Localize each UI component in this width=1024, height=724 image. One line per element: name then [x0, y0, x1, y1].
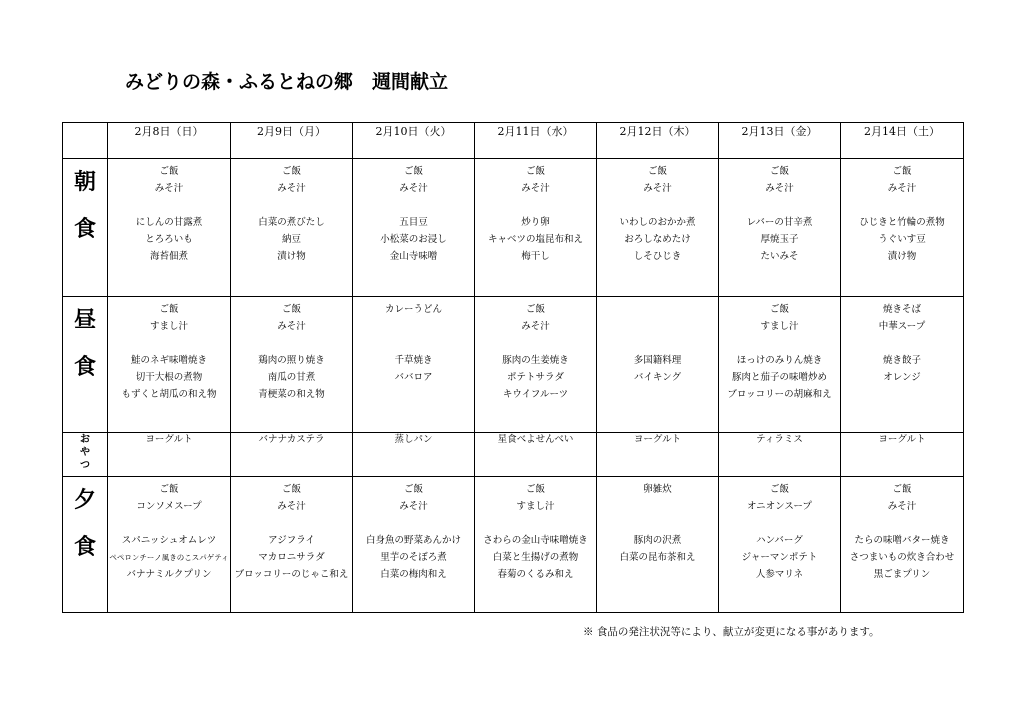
- menu-item: ポテトサラダ: [507, 372, 564, 383]
- main-dishes: [231, 532, 352, 583]
- menu-item: 厚焼玉子: [760, 234, 799, 245]
- menu-item: ご飯: [281, 304, 301, 315]
- menu-item: みそ汁: [643, 183, 672, 194]
- menu-item: さわらの金山寺味噌焼き: [483, 535, 588, 546]
- menu-item: バイキング: [633, 372, 682, 383]
- menu-item: 豚肉と茄子の味噌炒め: [731, 372, 827, 383]
- row-dinner: [63, 477, 964, 613]
- menu-item: コンソメスープ: [136, 501, 202, 512]
- menu-item: 五目豆: [399, 217, 428, 228]
- menu-cell-content: [597, 159, 718, 265]
- row-label-char: 食: [73, 534, 96, 560]
- menu-item: 星食べよせんべい: [497, 434, 574, 445]
- menu-item: 漬け物: [887, 251, 917, 262]
- menu-cell: [475, 297, 597, 433]
- menu-body: [63, 159, 964, 613]
- menu-cell: [597, 297, 719, 433]
- menu-cell: [719, 159, 841, 297]
- menu-cell: [475, 159, 597, 297]
- menu-item: うぐいす豆: [878, 234, 926, 245]
- day-header: 2月9日（月）: [231, 123, 353, 159]
- menu-cell-content: [719, 159, 840, 265]
- row-breakfast: [63, 159, 964, 297]
- day-header: 2月11日（水）: [475, 123, 597, 159]
- row-label-char: お: [80, 434, 90, 445]
- staple-items: [231, 301, 352, 352]
- menu-item: たらの味噌バター焼き: [854, 535, 950, 546]
- menu-item: ご飯: [769, 304, 789, 315]
- menu-item: みそ汁: [277, 183, 306, 194]
- staple-items: [719, 481, 840, 532]
- menu-item: みそ汁: [399, 183, 428, 194]
- day-header: 2月14日（土）: [841, 123, 964, 159]
- main-dishes: [841, 532, 963, 583]
- menu-item: カレーうどん: [384, 304, 442, 315]
- menu-cell-content: [231, 159, 352, 265]
- staple-items: [841, 301, 963, 352]
- menu-item: ブロッコリーのじゃこ和え: [234, 569, 349, 580]
- menu-cell-content: [841, 297, 963, 386]
- day-header: 2月12日（木）: [597, 123, 719, 159]
- menu-item: スパニッシュオムレツ: [121, 535, 217, 546]
- row-label-char: つ: [80, 460, 90, 471]
- menu-item: とろろいも: [145, 234, 193, 245]
- menu-item: ご飯: [769, 166, 789, 177]
- row-lunch: [63, 297, 964, 433]
- menu-item: ブロッコリーの胡麻和え: [727, 389, 832, 400]
- main-dishes: [597, 352, 718, 386]
- menu-item: たいみそ: [760, 251, 799, 262]
- row-label-snack: [63, 433, 108, 477]
- snack-cell: [231, 433, 353, 477]
- menu-cell: [597, 159, 719, 297]
- menu-item: さつまいもの炊き合わせ: [849, 552, 955, 563]
- snack-cell: [597, 433, 719, 477]
- main-dishes: [719, 532, 840, 583]
- menu-item: 多国籍料理: [633, 355, 682, 366]
- menu-item: みそ汁: [277, 321, 306, 332]
- menu-cell: [597, 477, 719, 613]
- menu-item: ご飯: [525, 304, 545, 315]
- menu-item: 白菜と生揚げの煮物: [492, 552, 579, 563]
- main-dishes: [475, 214, 596, 265]
- main-dishes: [597, 214, 718, 265]
- menu-item: みそ汁: [277, 501, 306, 512]
- staple-items: [353, 301, 474, 352]
- menu-cell: [108, 297, 231, 433]
- menu-item: バナナミルクプリン: [126, 569, 212, 580]
- corner-cell: [63, 123, 108, 159]
- row-label-char: 食: [73, 354, 96, 380]
- menu-cell-content: [108, 159, 230, 265]
- menu-cell: [475, 477, 597, 613]
- menu-item: ご飯: [892, 166, 912, 177]
- menu-item: レバーの甘辛煮: [746, 217, 813, 228]
- menu-item: みそ汁: [765, 183, 794, 194]
- menu-cell: [719, 297, 841, 433]
- main-dishes: [719, 214, 840, 265]
- menu-item: マカロニサラダ: [258, 552, 325, 563]
- row-label-lunch: [63, 297, 108, 433]
- menu-item: 人参マリネ: [755, 569, 804, 580]
- menu-cell-content: [353, 477, 474, 583]
- footnote: ※ 食品の発注状況等により、献立が変更になる事があります。: [583, 626, 880, 638]
- staple-items: [353, 481, 474, 532]
- main-dishes: [841, 352, 963, 386]
- menu-item: ご飯: [769, 484, 789, 495]
- menu-cell: [841, 297, 964, 433]
- menu-item: 金山寺味噌: [389, 251, 438, 262]
- menu-item: 豚肉の沢煮: [633, 535, 682, 546]
- menu-item: ハンバーグ: [756, 535, 803, 546]
- menu-item: 里芋のそぼろ煮: [380, 552, 447, 563]
- staple-items: [597, 481, 718, 532]
- menu-item: ご飯: [525, 484, 545, 495]
- menu-item: 南瓜の甘煮: [267, 372, 316, 383]
- menu-item: 焼きそば: [882, 304, 921, 315]
- menu-cell-content: [597, 297, 718, 386]
- menu-item: 青梗菜の和え物: [258, 389, 325, 400]
- main-dishes: [108, 352, 230, 403]
- menu-item: アジフライ: [268, 535, 315, 546]
- main-dishes: [597, 532, 718, 566]
- menu-item: ヨーグルト: [878, 434, 926, 445]
- row-label-char: 昼: [73, 307, 96, 333]
- menu-cell-content: [841, 477, 963, 583]
- menu-item: ババロア: [394, 372, 433, 383]
- menu-item: 白菜の昆布茶和え: [619, 552, 696, 563]
- menu-item: キウイフルーツ: [502, 389, 569, 400]
- menu-item: キャベツの塩昆布和え: [487, 234, 583, 245]
- main-dishes: [841, 214, 963, 265]
- day-header: 2月8日（日）: [108, 123, 231, 159]
- menu-item: 白菜の梅肉和え: [380, 569, 447, 580]
- staple-items: [231, 481, 352, 532]
- menu-item: 納豆: [281, 234, 301, 245]
- main-dishes: [719, 352, 840, 403]
- header-row: [63, 123, 964, 159]
- row-label-char: 朝: [73, 169, 96, 195]
- menu-item: 春菊のくるみ和え: [497, 569, 574, 580]
- menu-item: 千草焼き: [394, 355, 433, 366]
- menu-item: 豚肉の生姜焼き: [502, 355, 569, 366]
- menu-item: ペペロンチーノ風きのこスパゲティ: [109, 553, 229, 562]
- menu-item: ご飯: [525, 166, 545, 177]
- menu-item: すまし汁: [760, 321, 799, 332]
- menu-item: 白身魚の野菜あんかけ: [365, 535, 461, 546]
- menu-item: ジャーマンポテト: [741, 552, 818, 563]
- snack-cell: [353, 433, 475, 477]
- page-title: みどりの森・ふるとねの郷 週間献立: [125, 71, 449, 93]
- menu-cell-content: [231, 477, 352, 583]
- menu-cell: [108, 477, 231, 613]
- menu-cell-content: [475, 159, 596, 265]
- row-label-breakfast: [63, 159, 108, 297]
- row-label-char: や: [80, 447, 90, 458]
- weekly-menu-table: [62, 122, 964, 613]
- menu-item: ご飯: [403, 166, 423, 177]
- row-label-dinner: [63, 477, 108, 613]
- menu-item: 焼き餃子: [882, 355, 921, 366]
- menu-cell-content: [353, 297, 474, 386]
- main-dishes: [475, 532, 596, 583]
- menu-item: ご飯: [647, 166, 667, 177]
- main-dishes: [108, 214, 230, 265]
- row-snack: [63, 433, 964, 477]
- menu-item: もずくと胡瓜の和え物: [121, 389, 217, 400]
- main-dishes: [231, 214, 352, 265]
- menu-cell-content: [108, 297, 230, 403]
- staple-items: [475, 163, 596, 214]
- menu-item: みそ汁: [521, 321, 550, 332]
- menu-item: 梅干し: [521, 251, 550, 262]
- main-dishes: [475, 352, 596, 403]
- staple-items: [841, 163, 963, 214]
- staple-items: [353, 163, 474, 214]
- menu-cell-content: [719, 297, 840, 403]
- day-header: 2月13日（金）: [719, 123, 841, 159]
- menu-item: ご飯: [892, 484, 912, 495]
- menu-item: みそ汁: [154, 183, 184, 194]
- day-header: 2月10日（火）: [353, 123, 475, 159]
- menu-cell: [231, 297, 353, 433]
- menu-cell-content: [475, 477, 596, 583]
- menu-cell-content: [841, 159, 963, 265]
- staple-items: [108, 163, 230, 214]
- menu-item: 鶏肉の照り焼き: [258, 355, 325, 366]
- staple-items: [597, 301, 718, 352]
- menu-item: ご飯: [159, 166, 179, 177]
- menu-cell: [841, 477, 964, 613]
- staple-items: [719, 163, 840, 214]
- menu-cell-content: [475, 297, 596, 403]
- menu-cell: [353, 477, 475, 613]
- menu-cell-content: [231, 297, 352, 403]
- menu-cell-content: [353, 159, 474, 265]
- staple-items: [719, 301, 840, 352]
- snack-cell: [475, 433, 597, 477]
- staple-items: [597, 163, 718, 214]
- menu-item: オレンジ: [883, 372, 921, 383]
- staple-items: [231, 163, 352, 214]
- menu-item: いわしのおかか煮: [619, 217, 696, 228]
- staple-items: [475, 301, 596, 352]
- menu-item: ご飯: [403, 484, 423, 495]
- menu-item: 蒸しパン: [394, 434, 433, 445]
- snack-cell: [841, 433, 964, 477]
- menu-cell: [231, 159, 353, 297]
- menu-item: にしんの甘露煮: [135, 217, 203, 228]
- staple-items: [475, 481, 596, 532]
- menu-cell: [353, 297, 475, 433]
- menu-item: バナナカステラ: [258, 434, 325, 445]
- menu-cell: [719, 477, 841, 613]
- menu-item: ご飯: [281, 484, 301, 495]
- menu-item: 炒り卵: [521, 217, 550, 228]
- menu-item: みそ汁: [399, 501, 428, 512]
- menu-item: 中華スープ: [878, 321, 926, 332]
- snack-cell: [719, 433, 841, 477]
- menu-item: 黒ごまプリン: [873, 569, 931, 580]
- main-dishes: [353, 214, 474, 265]
- menu-item: ひじきと竹輪の煮物: [859, 217, 945, 228]
- menu-item: 小松菜のお浸し: [380, 234, 447, 245]
- menu-cell: [231, 477, 353, 613]
- menu-item: みそ汁: [887, 183, 917, 194]
- menu-item: ヨーグルト: [633, 434, 682, 445]
- menu-item: ティラミス: [756, 434, 803, 445]
- menu-cell-content: [108, 477, 230, 583]
- menu-cell-content: [597, 477, 718, 566]
- menu-cell: [353, 159, 475, 297]
- menu-item: オニオンスープ: [747, 501, 812, 512]
- menu-cell-content: [719, 477, 840, 583]
- staple-items: [108, 301, 230, 352]
- menu-item: 切干大根の煮物: [135, 372, 203, 383]
- menu-cell: [841, 159, 964, 297]
- menu-item: 漬け物: [277, 251, 306, 262]
- staple-items: [841, 481, 963, 532]
- menu-item: ご飯: [159, 304, 179, 315]
- menu-item: ご飯: [159, 484, 179, 495]
- main-dishes: [353, 532, 474, 583]
- menu-item: 卵雑炊: [643, 484, 672, 495]
- menu-item: 鮭のネギ味噌焼き: [130, 355, 207, 366]
- row-label-char: 食: [73, 216, 96, 242]
- menu-item: みそ汁: [521, 183, 550, 194]
- menu-item: ほっけのみりん焼き: [736, 355, 823, 366]
- staple-items: [108, 481, 230, 532]
- menu-item: すまし汁: [149, 321, 188, 332]
- menu-item: すまし汁: [516, 501, 555, 512]
- menu-item: ご飯: [281, 166, 301, 177]
- menu-item: おろしなめたけ: [624, 234, 691, 245]
- main-dishes: [353, 352, 474, 386]
- menu-item: みそ汁: [887, 501, 917, 512]
- main-dishes: [108, 532, 230, 583]
- menu-item: ヨーグルト: [145, 434, 193, 445]
- menu-item: 海苔佃煮: [149, 251, 188, 262]
- row-label-char: 夕: [73, 487, 96, 513]
- menu-item: 白菜の煮びたし: [258, 217, 325, 228]
- menu-cell: [108, 159, 231, 297]
- menu-item: しそひじき: [633, 251, 682, 262]
- snack-cell: [108, 433, 231, 477]
- main-dishes: [231, 352, 352, 403]
